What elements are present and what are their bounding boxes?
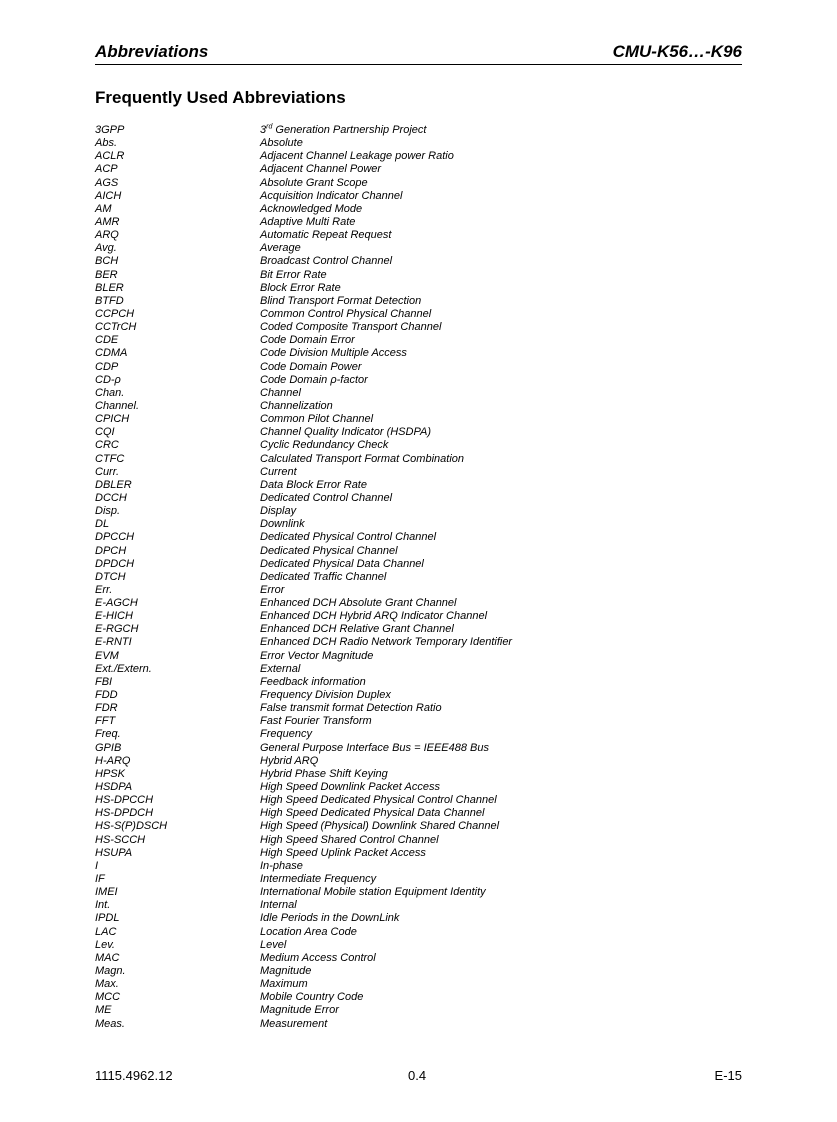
definition: Magnitude [260,965,312,977]
page-number: E-15 [714,1068,742,1083]
abbreviation-row [95,689,745,702]
abbreviation-row [95,597,745,610]
abbreviation: 3GPP [95,124,125,136]
abbreviation-row [95,886,745,899]
definition: Error Vector Magnitude [260,649,374,662]
definition: Coded Composite Transport Channel [260,321,442,334]
abbreviation-row [95,610,745,623]
abbreviation-row [95,203,745,216]
definition: High Speed Dedicated Physical Control Channel [260,794,497,807]
definition: Automatic Repeat Request [260,229,392,242]
definition: Internal [260,899,297,912]
abbreviation-row [95,177,745,190]
abbreviation: E-RNTI [95,636,132,649]
abbreviation: BER [95,268,118,281]
abbreviation: Err. [95,583,113,596]
abbreviation: CDE [95,334,119,347]
abbreviation-row [95,282,745,295]
definition: Acquisition Indicator Channel [260,189,403,202]
abbreviation-row [95,334,745,347]
abbreviation-row [95,413,745,426]
definition: Average [260,242,301,255]
definition: Dedicated Traffic Channel [260,570,387,583]
abbreviation: BCH [95,255,119,268]
definition: Fast Fourier Transform [260,715,372,728]
abbreviation: HS-SCCH [95,833,146,846]
definition: High Speed Dedicated Physical Data Channel [260,807,485,820]
abbreviation-row [95,255,745,268]
definition: Measurement [260,1017,328,1030]
abbreviation: CTFC [95,452,125,465]
abbreviation: IF [95,873,105,886]
definition: Enhanced DCH Absolute Grant Channel [260,597,457,610]
abbreviation-row [95,807,745,820]
abbreviation-row [95,545,745,558]
abbreviation: DPDCH [95,557,135,570]
definition: Enhanced DCH Radio Network Temporary Identifier [260,636,513,649]
abbreviation-row [95,347,745,360]
abbreviation-row [95,269,745,282]
definition: Level [260,938,287,951]
abbreviation: CCPCH [95,307,135,320]
definition: Hybrid ARQ [260,754,319,767]
definition: False transmit format Detection Ratio [260,702,442,715]
abbreviation: LAC [95,925,117,938]
definition: Intermediate Frequency [260,873,377,886]
definition: Channel [260,386,301,399]
abbreviation: Abs. [95,137,118,150]
abbreviation: Avg. [95,242,117,255]
definition: Location Area Code [260,925,357,938]
header-section-title: Abbreviations [95,42,209,61]
abbreviation-row [95,229,745,242]
definition: Enhanced DCH Hybrid ARQ Indicator Channel [260,610,488,623]
abbreviation: HS-DPCCH [95,794,154,807]
abbreviation-row [95,728,745,741]
abbreviation-row [95,978,745,991]
abbreviation: DTCH [95,570,126,583]
abbreviation: BLER [95,281,124,294]
abbreviation-row [95,623,745,636]
definition: External [260,662,301,675]
definition: General Purpose Interface Bus = IEEE488 Bus [260,741,489,754]
abbreviation: EVM [95,649,119,662]
definition: Dedicated Physical Channel [260,544,398,557]
definition: Absolute Grant Scope [260,176,368,189]
definition: Dedicated Physical Data Channel [260,557,424,570]
abbreviation: ACP [95,163,118,176]
abbreviation: Magn. [95,965,126,977]
abbreviation: I [95,859,99,872]
definition: Idle Periods in the DownLink [260,912,400,925]
definition: Maximum [260,978,308,991]
abbreviation-row [95,991,745,1004]
abbreviation-row [95,834,745,847]
definition: Code Domain ρ-factor [260,373,368,386]
abbreviation: FDD [95,689,118,702]
abbreviation: Meas. [95,1017,125,1030]
definition: Calculated Transport Format Combination [260,452,464,465]
abbreviation-row [95,926,745,939]
version-number: 0.4 [408,1068,427,1083]
abbreviation: AICH [95,189,122,202]
abbreviation: Channel. [95,399,140,412]
abbreviation-row [95,295,745,308]
abbreviation-row [95,374,745,387]
abbreviation-row [95,715,745,728]
abbreviation-row [95,584,745,597]
abbreviation: E-RGCH [95,623,139,636]
abbreviation: CRC [95,439,119,452]
abbreviation-row [95,453,745,466]
definition: Adjacent Channel Leakage power Ratio [260,150,454,163]
abbreviation-row [95,571,745,584]
abbreviation: AGS [95,176,119,189]
page-title: Frequently Used Abbreviations [95,88,346,107]
definition: Magnitude Error [260,1004,339,1017]
abbreviation-row [95,321,745,334]
abbreviation-row [95,361,745,374]
definition: High Speed Shared Control Channel [260,833,439,846]
definition: Adaptive Multi Rate [260,215,356,228]
abbreviation: HSUPA [95,846,133,859]
abbreviation-row [95,124,745,137]
abbreviation: FDR [95,702,118,715]
definition: Common Pilot Channel [260,413,374,426]
abbreviation-row [95,781,745,794]
definition: Acknowledged Mode [260,202,363,215]
abbreviation: IMEI [95,886,118,899]
abbreviation-row [95,190,745,203]
definition: Feedback information [260,675,366,688]
abbreviation-row [95,847,745,860]
abbreviation: E-HICH [95,610,133,623]
abbreviation-row [95,636,745,649]
abbreviation-row [95,965,745,978]
page-header [95,40,742,65]
abbreviation: HSDPA [95,781,133,794]
definition: Code Division Multiple Access [260,347,407,360]
abbreviation-row [95,492,745,505]
abbreviation: E-AGCH [95,597,138,610]
abbreviation: CD-ρ [95,373,121,386]
abbreviation: ME [95,1004,112,1017]
definition: High Speed (Physical) Downlink Shared Channel [260,820,500,833]
abbreviation-row [95,439,745,452]
definition: In-phase [260,859,303,872]
abbreviation: FBI [95,675,113,688]
abbreviation-row [95,150,745,163]
abbreviation: Curr. [95,465,120,478]
abbreviation-row [95,820,745,833]
abbreviation-row [95,939,745,952]
abbreviation: HS-S(P)DSCH [95,820,168,833]
abbreviation: AMR [95,215,120,228]
abbreviation-row [95,426,745,439]
abbreviation: DL [95,518,110,531]
abbreviation-row [95,768,745,781]
abbreviation-row [95,479,745,492]
definition: Bit Error Rate [260,268,327,281]
abbreviation-row [95,466,745,479]
definition: High Speed Uplink Packet Access [260,846,426,859]
abbreviation-row [95,873,745,886]
abbreviation-row [95,216,745,229]
definition: Common Control Physical Channel [260,307,432,320]
abbreviation-row [95,518,745,531]
definition: Code Domain Error [260,334,355,347]
abbreviation-row [95,242,745,255]
abbreviation-row [95,531,745,544]
abbreviation: ACLR [95,150,125,163]
definition: Broadcast Control Channel [260,255,393,268]
abbreviation-row [95,676,745,689]
abbreviation-row [95,137,745,150]
abbreviation-row [95,505,745,518]
abbreviation: CPICH [95,413,130,426]
definition: Absolute [260,137,303,150]
definition: Frequency [260,728,312,741]
definition: High Speed Downlink Packet Access [260,781,440,794]
definition: Medium Access Control [260,951,376,964]
abbreviation-row [95,558,745,571]
abbreviation: FFT [95,715,116,728]
definition: Downlink [260,518,305,531]
definition: Dedicated Control Channel [260,491,393,504]
abbreviation-row [95,702,745,715]
abbreviation: CCTrCH [95,321,137,334]
abbreviation: DPCH [95,544,127,557]
abbreviation: CQI [95,426,115,439]
abbreviation-row [95,952,745,965]
abbreviation: HPSK [95,767,125,780]
abbreviation-row [95,1004,745,1017]
abbreviation: Lev. [95,938,115,951]
definition: Display [260,505,297,518]
abbreviation-row [95,899,745,912]
abbreviation-row [95,742,745,755]
abbreviation-row [95,387,745,400]
definition: Cyclic Redundancy Check [260,439,389,452]
abbreviation: H-ARQ [95,754,131,767]
abbreviation: DPCCH [95,531,135,544]
abbreviation: DCCH [95,491,127,504]
definition: Adjacent Channel Power [260,163,382,176]
definition: Error [260,583,285,596]
abbreviation: ARQ [95,229,119,242]
abbreviation-row [95,860,745,873]
definition: Code Domain Power [260,360,362,373]
definition: Channelization [260,399,333,412]
abbreviation-row [95,663,745,676]
definition: Enhanced DCH Relative Grant Channel [260,623,454,636]
abbreviation: HS-DPDCH [95,807,154,820]
definition: 3rd Generation Partnership Project [260,123,427,136]
definition: International Mobile station Equipment Identity [260,886,486,899]
abbreviation: DBLER [95,478,132,491]
abbreviation-row [95,1018,745,1031]
abbreviation-row [95,650,745,663]
abbreviation: Freq. [95,728,121,741]
abbreviation-row [95,755,745,768]
abbreviation-row [95,400,745,413]
abbreviation: Int. [95,899,111,912]
definition: Hybrid Phase Shift Keying [260,767,388,780]
abbreviation-row [95,794,745,807]
abbreviation: IPDL [95,912,120,925]
definition: Frequency Division Duplex [260,689,391,702]
abbreviation: CDMA [95,347,128,360]
abbreviation: Disp. [95,505,121,518]
definition: Block Error Rate [260,281,341,294]
abbreviation: BTFD [95,294,124,307]
abbreviation: AM [95,202,112,215]
abbreviation: Ext./Extern. [95,662,152,675]
definition: Blind Transport Format Detection [260,294,422,307]
abbreviation: Max. [95,978,119,991]
abbreviation: CDP [95,360,119,373]
abbreviation: Chan. [95,386,125,399]
document-number: 1115.4962.12 [95,1068,173,1083]
definition: Channel Quality Indicator (HSDPA) [260,426,431,439]
definition: Mobile Country Code [260,991,364,1004]
abbreviation-list [95,124,745,1031]
definition: Current [260,465,297,478]
abbreviation: MCC [95,991,121,1004]
abbreviation: GPIB [95,741,122,754]
header-model: CMU-K56…-K96 [612,42,742,61]
abbreviation-row [95,308,745,321]
abbreviation: MAC [95,951,120,964]
definition: Data Block Error Rate [260,478,367,491]
definition: Dedicated Physical Control Channel [260,531,437,544]
abbreviation-row [95,912,745,925]
abbreviation-row [95,163,745,176]
